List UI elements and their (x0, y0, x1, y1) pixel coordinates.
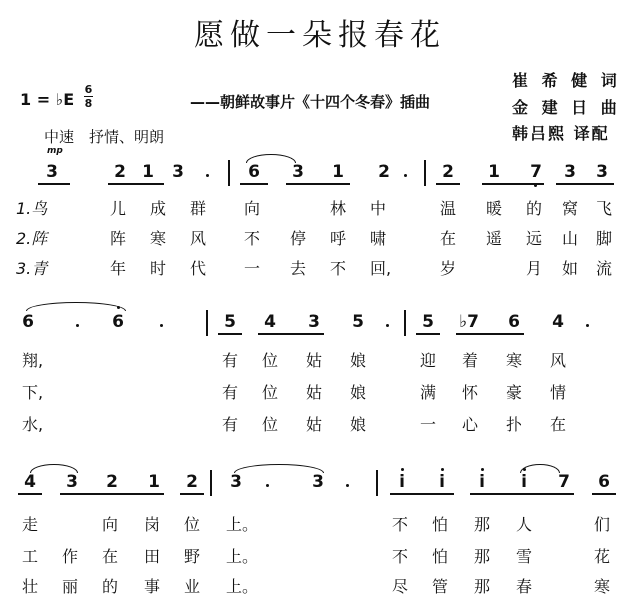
note: 3 (230, 472, 242, 492)
lyric: 飞 (596, 199, 613, 218)
note: 7 (558, 472, 570, 492)
lyric: 向 (102, 515, 119, 534)
lyric: 有 (222, 383, 239, 402)
note: 6 (508, 312, 520, 332)
note: 3 (172, 162, 184, 182)
note: 4 (264, 312, 276, 332)
lyric: 1.鸟 (16, 199, 48, 218)
lyric: 去 (290, 259, 307, 278)
lyric: 作 (62, 547, 79, 566)
note: i (399, 472, 405, 492)
lyric: 的 (526, 199, 543, 218)
lyric: 岁 (440, 259, 457, 278)
octave-dot-high (441, 468, 444, 471)
song-subtitle: ——朝鲜故事片《十四个冬春》插曲 (190, 93, 431, 111)
underline (240, 183, 268, 185)
note: 1 (142, 162, 154, 182)
lyric: 一 (244, 259, 261, 278)
note: 3 (308, 312, 320, 332)
lyric: 壮 (22, 577, 39, 596)
lyric: 儿 (110, 199, 127, 218)
lyric: 停 (290, 229, 307, 248)
lyric: 扑 (506, 415, 523, 434)
lyric: 姑 (306, 383, 323, 402)
note: 2 (114, 162, 126, 182)
note: i (439, 472, 445, 492)
note: 3 (564, 162, 576, 182)
underline (482, 183, 544, 185)
underline (60, 493, 164, 495)
note: 3 (66, 472, 78, 492)
note: 1 (488, 162, 500, 182)
underline (416, 333, 440, 335)
note: 5 (224, 312, 236, 332)
lyric: 啸 (370, 229, 387, 248)
duration-dot (386, 324, 389, 327)
lyric: 在 (102, 547, 119, 566)
lyric: 远 (526, 229, 543, 248)
lyric: 丽 (62, 577, 79, 596)
lyric: 怕 (432, 515, 449, 534)
lyric: 人 (516, 515, 533, 534)
lyric: 温 (440, 199, 457, 218)
underline (108, 183, 164, 185)
dynamic-marking: mp (47, 146, 63, 156)
lyric: 寒 (506, 351, 523, 370)
note: 3 (312, 472, 324, 492)
lyric: 向 (244, 199, 261, 218)
key-signature: 1 = ♭E (20, 90, 75, 109)
lyric: 心 (462, 415, 479, 434)
lyric: 月 (526, 259, 543, 278)
note: 1 (148, 472, 160, 492)
lyric: 上。 (226, 515, 259, 534)
lyric: 下, (22, 383, 44, 402)
lyric: 暖 (486, 199, 503, 218)
lyric: 一 (420, 415, 437, 434)
lyric: 们 (594, 515, 611, 534)
lyric: 不 (392, 515, 409, 534)
lyric: 不 (330, 259, 347, 278)
lyric: 那 (474, 515, 491, 534)
underline (456, 333, 524, 335)
barline (210, 470, 212, 496)
underline (470, 493, 574, 495)
lyric: 风 (550, 351, 567, 370)
lyric: 林 (330, 199, 347, 218)
lyric: 怀 (462, 383, 479, 402)
lyric: 的 (102, 577, 119, 596)
duration-dot (206, 174, 209, 177)
tie-slur (26, 302, 126, 311)
note: i (521, 472, 527, 492)
time-signature-top: 6 (84, 83, 93, 96)
lyric: 2.阵 (16, 229, 48, 248)
lyric: 窝 (562, 199, 579, 218)
lyric: 翔, (22, 351, 44, 370)
note: 6 (22, 312, 34, 332)
song-title: 愿做一朵报春花 (194, 18, 446, 53)
octave-dot-high (401, 468, 404, 471)
underline (38, 183, 70, 185)
underline (390, 493, 454, 495)
lyric: 事 (144, 577, 161, 596)
underline (18, 493, 42, 495)
underline (258, 333, 324, 335)
note: 2 (186, 472, 198, 492)
underline (180, 493, 204, 495)
duration-dot (346, 484, 349, 487)
note: 6 (598, 472, 610, 492)
lyric: 怕 (432, 547, 449, 566)
lyric: 水, (22, 415, 44, 434)
lyric: 回, (370, 259, 392, 278)
underline (556, 183, 614, 185)
lyric: 走 (22, 515, 39, 534)
lyric: 中 (370, 199, 387, 218)
tempo-marking: 中速 抒情、明朗 (44, 128, 165, 146)
note: 2 (442, 162, 454, 182)
lyricist-credit: 崔 希 健 词 (512, 71, 621, 90)
underline (592, 493, 616, 495)
lyric: 迎 (420, 351, 437, 370)
lyric: 野 (184, 547, 201, 566)
lyric: 田 (144, 547, 161, 566)
lyric: 那 (474, 547, 491, 566)
duration-dot (586, 324, 589, 327)
lyric: 山 (562, 229, 579, 248)
note: 7 (530, 162, 542, 182)
lyric: 春 (516, 577, 533, 596)
octave-dot-high (481, 468, 484, 471)
barline (228, 160, 230, 186)
underline (286, 183, 350, 185)
lyric: 雪 (516, 547, 533, 566)
lyric: 管 (432, 577, 449, 596)
note: ♭7 (459, 312, 479, 332)
lyric: 上。 (226, 577, 259, 596)
lyric: 流 (596, 259, 613, 278)
barline (424, 160, 426, 186)
note: 4 (24, 472, 36, 492)
note: 5 (352, 312, 364, 332)
lyric: 风 (190, 229, 207, 248)
lyric: 娘 (350, 351, 367, 370)
note: 2 (378, 162, 390, 182)
lyric: 姑 (306, 351, 323, 370)
lyric: 岗 (144, 515, 161, 534)
lyric: 寒 (150, 229, 167, 248)
lyric: 有 (222, 415, 239, 434)
lyric: 花 (594, 547, 611, 566)
octave-dot-high (117, 306, 120, 309)
note: 6 (248, 162, 260, 182)
lyric: 业 (184, 577, 201, 596)
lyric: 脚 (596, 229, 613, 248)
barline (376, 470, 378, 496)
barline (404, 310, 406, 336)
lyric: 寒 (594, 577, 611, 596)
lyric: 位 (262, 415, 279, 434)
lyric: 呼 (330, 229, 347, 248)
lyric: 不 (244, 229, 261, 248)
barline (206, 310, 208, 336)
underline (218, 333, 242, 335)
lyric: 着 (462, 351, 479, 370)
lyric: 年 (110, 259, 127, 278)
lyric: 成 (150, 199, 167, 218)
lyric: 在 (440, 229, 457, 248)
lyric: 不 (392, 547, 409, 566)
note: 3 (596, 162, 608, 182)
lyric: 代 (190, 259, 207, 278)
lyric: 娘 (350, 415, 367, 434)
lyric: 时 (150, 259, 167, 278)
lyric: 群 (190, 199, 207, 218)
lyric: 那 (474, 577, 491, 596)
lyric: 如 (562, 259, 579, 278)
lyric: 满 (420, 383, 437, 402)
lyric: 情 (550, 383, 567, 402)
time-signature-bottom: 8 (84, 97, 93, 110)
note: 6 (112, 312, 124, 332)
note: 5 (422, 312, 434, 332)
lyric: 在 (550, 415, 567, 434)
duration-dot (160, 324, 163, 327)
lyric: 有 (222, 351, 239, 370)
lyric: 阵 (110, 229, 127, 248)
duration-dot (76, 324, 79, 327)
composer-credit: 金 建 日 曲 (512, 98, 621, 117)
lyric: 遥 (486, 229, 503, 248)
lyric: 尽 (392, 577, 409, 596)
duration-dot (404, 174, 407, 177)
note: 3 (292, 162, 304, 182)
note: i (479, 472, 485, 492)
note: 4 (552, 312, 564, 332)
time-signature (84, 84, 93, 109)
lyric: 位 (184, 515, 201, 534)
note: 3 (46, 162, 58, 182)
underline (436, 183, 460, 185)
duration-dot (266, 484, 269, 487)
lyric: 工 (22, 547, 39, 566)
lyric: 姑 (306, 415, 323, 434)
lyric: 上。 (226, 547, 259, 566)
lyric: 位 (262, 351, 279, 370)
lyric: 位 (262, 383, 279, 402)
lyric: 娘 (350, 383, 367, 402)
lyric: 豪 (506, 383, 523, 402)
octave-dot-high (523, 468, 526, 471)
note: 1 (332, 162, 344, 182)
lyric: 3.青 (16, 259, 48, 278)
note: 2 (106, 472, 118, 492)
arranger-credit: 韩吕熙 译配 (512, 124, 610, 143)
